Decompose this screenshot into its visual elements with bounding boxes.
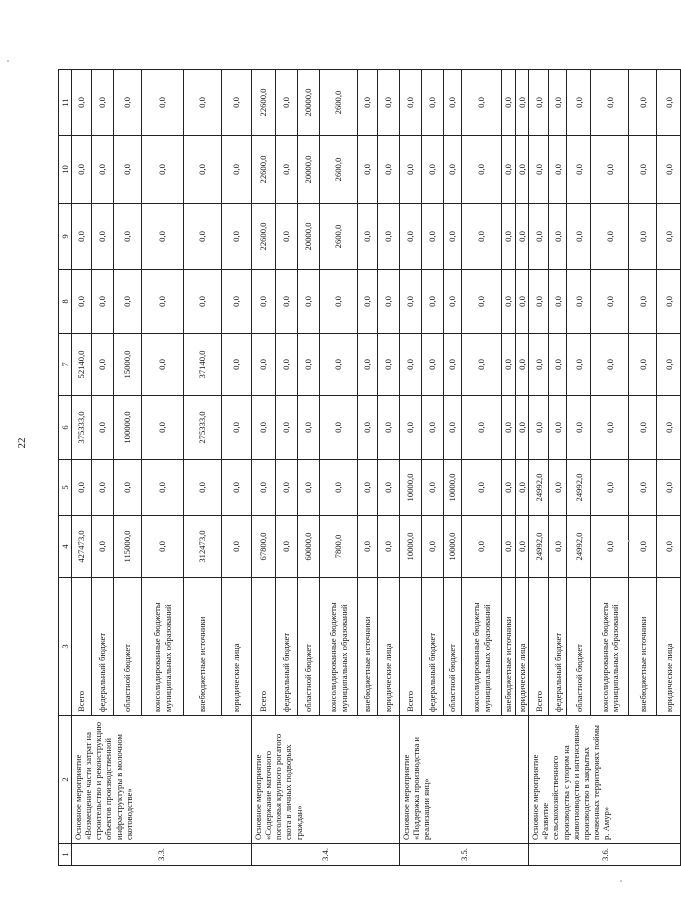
- value-cell: 0,0: [422, 204, 444, 270]
- value-cell: 0,0: [462, 516, 502, 578]
- value-cell: 0,0: [184, 136, 222, 204]
- value-cell: 0,0: [298, 270, 320, 334]
- value-cell: 0,0: [657, 460, 681, 516]
- value-cell: 0,0: [378, 516, 400, 578]
- value-cell: 0,0: [358, 204, 378, 270]
- value-cell: 22600,0: [252, 136, 276, 204]
- value-cell: 375333,0: [72, 396, 92, 460]
- scan-speck: [7, 60, 9, 62]
- value-cell: 0,0: [72, 460, 92, 516]
- value-cell: 0,0: [502, 396, 516, 460]
- value-cell: 0,0: [657, 270, 681, 334]
- funding-source: юридические лица: [657, 578, 681, 716]
- value-cell: 0,0: [252, 396, 276, 460]
- column-header: 3: [59, 578, 72, 716]
- value-cell: 0,0: [222, 204, 252, 270]
- value-cell: 0,0: [444, 334, 462, 396]
- column-header: 4: [59, 516, 72, 578]
- value-cell: 0,0: [629, 204, 657, 270]
- value-cell: 0,0: [358, 460, 378, 516]
- value-cell: 0,0: [222, 460, 252, 516]
- value-cell: 0,0: [529, 204, 549, 270]
- value-cell: 0,0: [591, 70, 629, 136]
- value-cell: 312473,0: [184, 516, 222, 578]
- value-cell: 0,0: [629, 516, 657, 578]
- value-cell: 0,0: [629, 270, 657, 334]
- value-cell: 2600,0: [320, 70, 358, 136]
- value-cell: 0,0: [142, 136, 184, 204]
- value-cell: 0,0: [591, 460, 629, 516]
- value-cell: 0,0: [502, 270, 516, 334]
- value-cell: 0,0: [114, 70, 142, 136]
- value-cell: 0,0: [358, 270, 378, 334]
- value-cell: 0,0: [298, 334, 320, 396]
- value-cell: 0,0: [400, 334, 422, 396]
- value-cell: 0,0: [657, 204, 681, 270]
- funding-source: консолидированные бюджеты муниципальных образований: [462, 578, 502, 716]
- value-cell: 10000,0: [444, 516, 462, 578]
- value-cell: 22600,0: [252, 204, 276, 270]
- value-cell: 0,0: [222, 396, 252, 460]
- value-cell: 0,0: [657, 136, 681, 204]
- column-header: 1: [59, 844, 72, 866]
- value-cell: 0,0: [444, 396, 462, 460]
- value-cell: 427473,0: [72, 516, 92, 578]
- value-cell: 0,0: [657, 516, 681, 578]
- value-cell: 0,0: [462, 460, 502, 516]
- funding-source: Всего: [529, 578, 549, 716]
- value-cell: 0,0: [567, 396, 591, 460]
- value-cell: 0,0: [92, 204, 114, 270]
- value-cell: 0,0: [320, 334, 358, 396]
- funding-source: консолидированные бюджеты муниципальных образований: [142, 578, 184, 716]
- measure-number: 3.6.: [529, 844, 681, 866]
- column-header: 2: [59, 716, 72, 844]
- value-cell: 0,0: [320, 396, 358, 460]
- value-cell: 24992,0: [567, 516, 591, 578]
- funding-source: областной бюджет: [114, 578, 142, 716]
- funding-source: юридические лица: [516, 578, 529, 716]
- value-cell: 0,0: [276, 460, 298, 516]
- value-cell: 0,0: [529, 396, 549, 460]
- value-cell: 0,0: [591, 136, 629, 204]
- value-cell: 0,0: [549, 136, 567, 204]
- measure-number: 3.3.: [72, 844, 252, 866]
- header-row: [59, 70, 72, 866]
- value-cell: 0,0: [567, 204, 591, 270]
- funding-source: юридические лица: [378, 578, 400, 716]
- column-header: 10: [59, 136, 72, 204]
- value-cell: 0,0: [549, 70, 567, 136]
- value-cell: 0,0: [529, 70, 549, 136]
- value-cell: 0,0: [252, 460, 276, 516]
- value-cell: 0,0: [444, 70, 462, 136]
- value-cell: 0,0: [92, 460, 114, 516]
- value-cell: 0,0: [276, 334, 298, 396]
- value-cell: 0,0: [591, 270, 629, 334]
- value-cell: 0,0: [549, 334, 567, 396]
- funding-source: федеральный бюджет: [92, 578, 114, 716]
- table-row: [400, 70, 422, 866]
- measure-name: Основное мероприятие «Развитие сельскохозяйственного производства с упором на животноводство и интенсивное производство в закрытых почвенных территориях поймы р. Амур»: [529, 716, 681, 844]
- value-cell: 0,0: [276, 70, 298, 136]
- funding-source: консолидированные бюджеты муниципальных образований: [591, 578, 629, 716]
- funding-source: федеральный бюджет: [422, 578, 444, 716]
- value-cell: 0,0: [114, 136, 142, 204]
- value-cell: 0,0: [400, 70, 422, 136]
- value-cell: 0,0: [222, 70, 252, 136]
- value-cell: 0,0: [462, 270, 502, 334]
- value-cell: 0,0: [591, 396, 629, 460]
- value-cell: 0,0: [358, 396, 378, 460]
- value-cell: 0,0: [629, 460, 657, 516]
- value-cell: 0,0: [516, 396, 529, 460]
- funding-source: Всего: [400, 578, 422, 716]
- value-cell: 100000,0: [114, 396, 142, 460]
- value-cell: 0,0: [422, 396, 444, 460]
- value-cell: 0,0: [629, 70, 657, 136]
- scan-speck: [620, 880, 622, 882]
- value-cell: 0,0: [378, 70, 400, 136]
- value-cell: 52140,0: [72, 334, 92, 396]
- value-cell: 0,0: [567, 270, 591, 334]
- value-cell: 2600,0: [320, 204, 358, 270]
- value-cell: 0,0: [462, 136, 502, 204]
- value-cell: 0,0: [657, 334, 681, 396]
- value-cell: 20000,0: [298, 136, 320, 204]
- value-cell: 0,0: [298, 396, 320, 460]
- value-cell: 0,0: [72, 70, 92, 136]
- value-cell: 0,0: [516, 136, 529, 204]
- value-cell: 0,0: [92, 334, 114, 396]
- value-cell: 0,0: [516, 270, 529, 334]
- value-cell: 0,0: [222, 136, 252, 204]
- value-cell: 0,0: [92, 270, 114, 334]
- value-cell: 0,0: [378, 460, 400, 516]
- funding-source: областной бюджет: [567, 578, 591, 716]
- value-cell: 0,0: [378, 270, 400, 334]
- value-cell: 0,0: [657, 396, 681, 460]
- value-cell: 0,0: [444, 204, 462, 270]
- value-cell: 0,0: [462, 70, 502, 136]
- value-cell: 0,0: [222, 516, 252, 578]
- funding-source: Всего: [252, 578, 276, 716]
- value-cell: 0,0: [444, 136, 462, 204]
- value-cell: 7800,0: [320, 516, 358, 578]
- value-cell: 0,0: [567, 334, 591, 396]
- rotated-table-wrapper: [58, 70, 674, 866]
- value-cell: 0,0: [320, 460, 358, 516]
- value-cell: 0,0: [516, 334, 529, 396]
- column-header: 9: [59, 204, 72, 270]
- value-cell: 0,0: [629, 136, 657, 204]
- value-cell: 0,0: [184, 70, 222, 136]
- value-cell: 37140,0: [184, 334, 222, 396]
- value-cell: 0,0: [400, 396, 422, 460]
- value-cell: 0,0: [252, 334, 276, 396]
- column-header: 6: [59, 396, 72, 460]
- value-cell: 0,0: [657, 70, 681, 136]
- value-cell: 0,0: [298, 460, 320, 516]
- value-cell: 10000,0: [400, 460, 422, 516]
- value-cell: 0,0: [72, 136, 92, 204]
- value-cell: 0,0: [422, 516, 444, 578]
- value-cell: 0,0: [529, 136, 549, 204]
- value-cell: 0,0: [629, 334, 657, 396]
- value-cell: 0,0: [92, 70, 114, 136]
- value-cell: 0,0: [378, 136, 400, 204]
- value-cell: 24992,0: [529, 460, 549, 516]
- table-row: [72, 70, 92, 866]
- value-cell: 0,0: [591, 516, 629, 578]
- value-cell: 0,0: [516, 460, 529, 516]
- value-cell: 20000,0: [298, 70, 320, 136]
- value-cell: 0,0: [502, 136, 516, 204]
- value-cell: 0,0: [142, 516, 184, 578]
- value-cell: 0,0: [276, 204, 298, 270]
- value-cell: 0,0: [400, 136, 422, 204]
- value-cell: 0,0: [142, 70, 184, 136]
- value-cell: 0,0: [422, 270, 444, 334]
- value-cell: 0,0: [502, 70, 516, 136]
- budget-table: [58, 69, 681, 866]
- value-cell: 0,0: [142, 396, 184, 460]
- value-cell: 0,0: [378, 396, 400, 460]
- value-cell: 0,0: [444, 270, 462, 334]
- value-cell: 0,0: [549, 460, 567, 516]
- value-cell: 0,0: [516, 516, 529, 578]
- value-cell: 0,0: [92, 516, 114, 578]
- value-cell: 0,0: [276, 136, 298, 204]
- value-cell: 0,0: [462, 396, 502, 460]
- value-cell: 24992,0: [529, 516, 549, 578]
- table-body: [59, 70, 681, 866]
- value-cell: 10000,0: [444, 460, 462, 516]
- funding-source: областной бюджет: [444, 578, 462, 716]
- value-cell: 67800,0: [252, 516, 276, 578]
- value-cell: 0,0: [462, 334, 502, 396]
- value-cell: 0,0: [549, 204, 567, 270]
- value-cell: 15000,0: [114, 334, 142, 396]
- value-cell: 0,0: [142, 204, 184, 270]
- measure-name: Основное мероприятие «Возмещение части затрат на строительство и реконструкцию объектов производственной инфраструктуры в молочном скотоводстве»: [72, 716, 252, 844]
- value-cell: 0,0: [591, 204, 629, 270]
- value-cell: 0,0: [422, 136, 444, 204]
- value-cell: 0,0: [502, 516, 516, 578]
- value-cell: 0,0: [114, 204, 142, 270]
- table-row: [252, 70, 276, 866]
- value-cell: 0,0: [502, 334, 516, 396]
- value-cell: 0,0: [72, 204, 92, 270]
- value-cell: 22600,0: [252, 70, 276, 136]
- value-cell: 0,0: [114, 460, 142, 516]
- column-header: 8: [59, 270, 72, 334]
- value-cell: 0,0: [378, 334, 400, 396]
- measure-number: 3.5.: [400, 844, 529, 866]
- value-cell: 0,0: [567, 70, 591, 136]
- value-cell: 0,0: [529, 334, 549, 396]
- value-cell: 115000,0: [114, 516, 142, 578]
- measure-name: Основное мероприятие «Поддержка производства и реализации яиц»: [400, 716, 529, 844]
- value-cell: 0,0: [502, 204, 516, 270]
- value-cell: 20000,0: [298, 204, 320, 270]
- value-cell: 275333,0: [184, 396, 222, 460]
- value-cell: 0,0: [400, 270, 422, 334]
- value-cell: 0,0: [400, 204, 422, 270]
- value-cell: 0,0: [358, 516, 378, 578]
- funding-source: консолидированные бюджеты муниципальных образований: [320, 578, 358, 716]
- value-cell: 0,0: [549, 516, 567, 578]
- value-cell: 0,0: [184, 204, 222, 270]
- value-cell: 0,0: [92, 136, 114, 204]
- funding-source: областной бюджет: [298, 578, 320, 716]
- value-cell: 0,0: [358, 334, 378, 396]
- value-cell: 0,0: [378, 204, 400, 270]
- measure-number: 3.4.: [252, 844, 400, 866]
- value-cell: 0,0: [222, 334, 252, 396]
- value-cell: 0,0: [358, 136, 378, 204]
- value-cell: 0,0: [462, 204, 502, 270]
- funding-source: внебюджетные источники: [358, 578, 378, 716]
- value-cell: 0,0: [629, 396, 657, 460]
- funding-source: внебюджетные источники: [629, 578, 657, 716]
- measure-name: Основное мероприятие «Содержание маточного поголовья крупного рогатого скота в личных подворьях граждан»: [252, 716, 400, 844]
- value-cell: 0,0: [184, 270, 222, 334]
- value-cell: 0,0: [358, 70, 378, 136]
- funding-source: юридические лица: [222, 578, 252, 716]
- value-cell: 0,0: [591, 334, 629, 396]
- table-row: [529, 70, 549, 866]
- value-cell: 0,0: [549, 396, 567, 460]
- value-cell: 0,0: [142, 270, 184, 334]
- value-cell: 0,0: [92, 396, 114, 460]
- value-cell: 0,0: [422, 70, 444, 136]
- value-cell: 2600,0: [320, 136, 358, 204]
- value-cell: 0,0: [422, 460, 444, 516]
- value-cell: 0,0: [114, 270, 142, 334]
- column-header: 7: [59, 334, 72, 396]
- value-cell: 0,0: [142, 334, 184, 396]
- value-cell: 0,0: [276, 270, 298, 334]
- value-cell: 0,0: [549, 270, 567, 334]
- funding-source: федеральный бюджет: [549, 578, 567, 716]
- value-cell: 0,0: [422, 334, 444, 396]
- value-cell: 0,0: [516, 204, 529, 270]
- value-cell: 0,0: [529, 270, 549, 334]
- funding-source: внебюджетные источники: [502, 578, 516, 716]
- value-cell: 60000,0: [298, 516, 320, 578]
- value-cell: 0,0: [72, 270, 92, 334]
- value-cell: 0,0: [567, 136, 591, 204]
- page-number: 22: [16, 437, 28, 449]
- value-cell: 0,0: [276, 396, 298, 460]
- scan-speck: [628, 540, 630, 542]
- funding-source: федеральный бюджет: [276, 578, 298, 716]
- value-cell: 0,0: [142, 460, 184, 516]
- column-header: 5: [59, 460, 72, 516]
- value-cell: 0,0: [222, 270, 252, 334]
- value-cell: 24992,0: [567, 460, 591, 516]
- value-cell: 0,0: [516, 70, 529, 136]
- value-cell: 10000,0: [400, 516, 422, 578]
- value-cell: 0,0: [184, 460, 222, 516]
- funding-source: Всего: [72, 578, 92, 716]
- value-cell: 0,0: [252, 270, 276, 334]
- value-cell: 0,0: [276, 516, 298, 578]
- column-header: 11: [59, 70, 72, 136]
- value-cell: 0,0: [502, 460, 516, 516]
- funding-source: внебюджетные источники: [184, 578, 222, 716]
- value-cell: 0,0: [320, 270, 358, 334]
